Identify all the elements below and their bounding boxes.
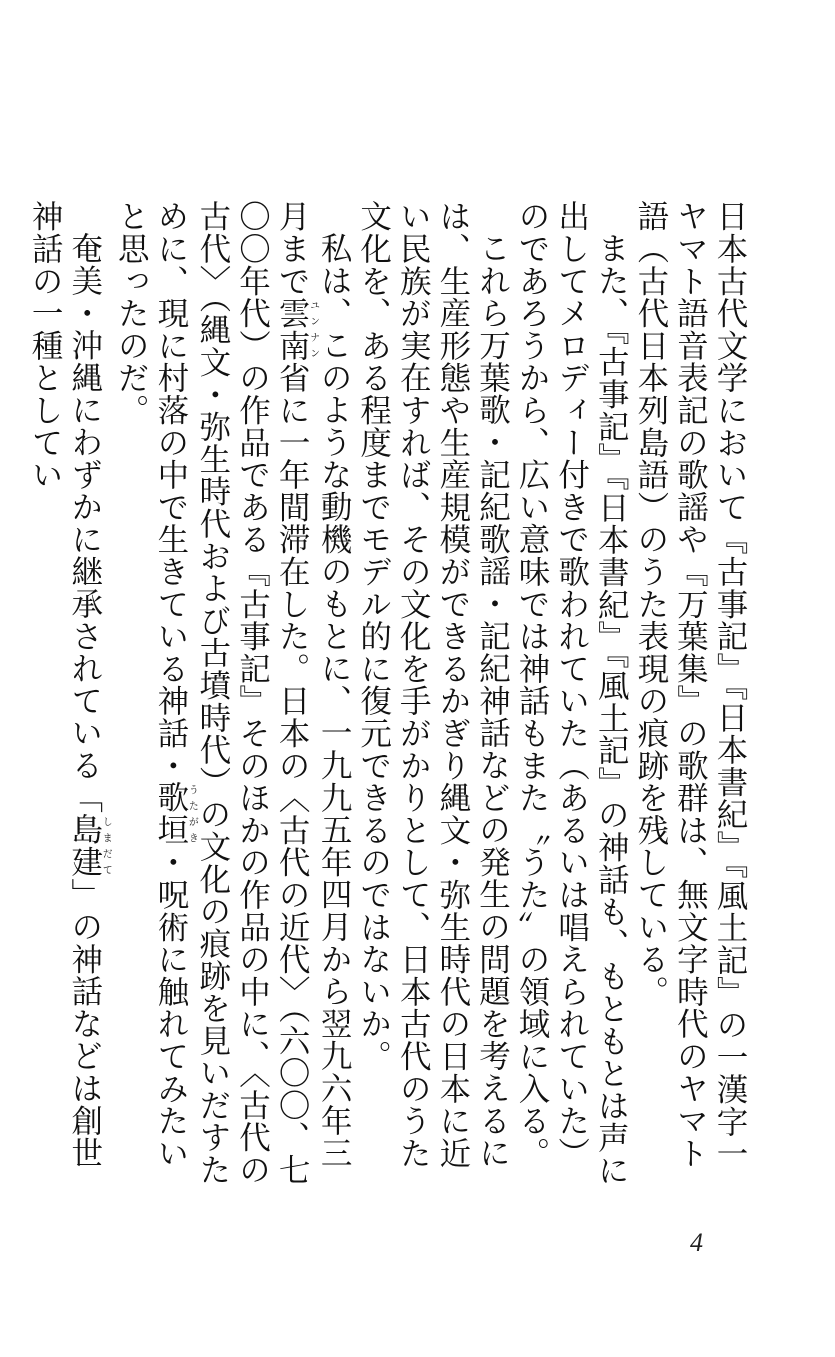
ruby-shimadate-reading: しまだて bbox=[100, 812, 112, 878]
ruby-utagaki bbox=[152, 781, 198, 847]
paragraph-2: また、『古事記』『日本書紀』『風土記』の神話も、もともとは声に出してメロディー付きで歌われていた（あるいは唱えられていた）のであろうから、広い意味では神話もまた〝うた〟の領域に入る。 bbox=[514, 200, 630, 1186]
paragraph-4-text-1: 私は、このような動機のもとに、一九九五年四月から翌九六年三月まで bbox=[274, 200, 353, 1169]
paragraph-3: これら万葉歌・記紀歌謡・記紀神話などの発生の問題を考えるには、生産形態や生産規模ができるかぎり縄文・弥生時代の日本に近い民族が実在すれば、その文化を手がかりとして、日本古代のうた文化を、ある程度までモデル的に復元できるのではないか。 bbox=[355, 200, 511, 1169]
ruby-yunnan-base: 雲南 bbox=[274, 296, 311, 362]
vertical-text-body bbox=[27, 200, 749, 1200]
ruby-yunnan-reading: ユンナン bbox=[307, 296, 319, 362]
paragraph-5-text-1: 奄美・沖縄にわずかに継承されている「 bbox=[66, 231, 103, 813]
paragraph-4 bbox=[111, 200, 353, 1200]
ruby-shimadate-base: 島建 bbox=[66, 812, 103, 878]
paragraph-4-text-2: 省に一年間滞在した。日本の〈古代の近代〉（六〇〇、七〇〇年代）の作品である『古事記』そのほかの作品の中に、〈古代の古代〉（縄文・弥生時代および古墳時代）の文化の痕跡を見いだすために、現に村落の中で生きている神話・ bbox=[152, 200, 311, 1186]
paragraph-1: 日本古代文学において『古事記』『日本書紀』『風土記』の一漢字一ヤマト語音表記の歌謡や『万葉集』の歌群は、無文字時代のヤマト語（古代日本列島語）のうた表現の痕跡を残している。 bbox=[632, 200, 748, 1170]
paragraph-5-text-2: 」の神話などは創世神話の一種としてい bbox=[27, 200, 103, 1169]
paragraph-5 bbox=[25, 200, 111, 1200]
ruby-utagaki-reading: うたがき bbox=[186, 781, 198, 846]
ruby-yunnan bbox=[274, 296, 319, 362]
page-number: 4 bbox=[690, 1228, 703, 1257]
ruby-utagaki-base: 歌垣 bbox=[152, 781, 189, 847]
ruby-shimadate bbox=[66, 812, 112, 878]
paragraph-4-text-3: ・呪術に触れてみたいと思ったのだ。 bbox=[113, 200, 189, 1170]
